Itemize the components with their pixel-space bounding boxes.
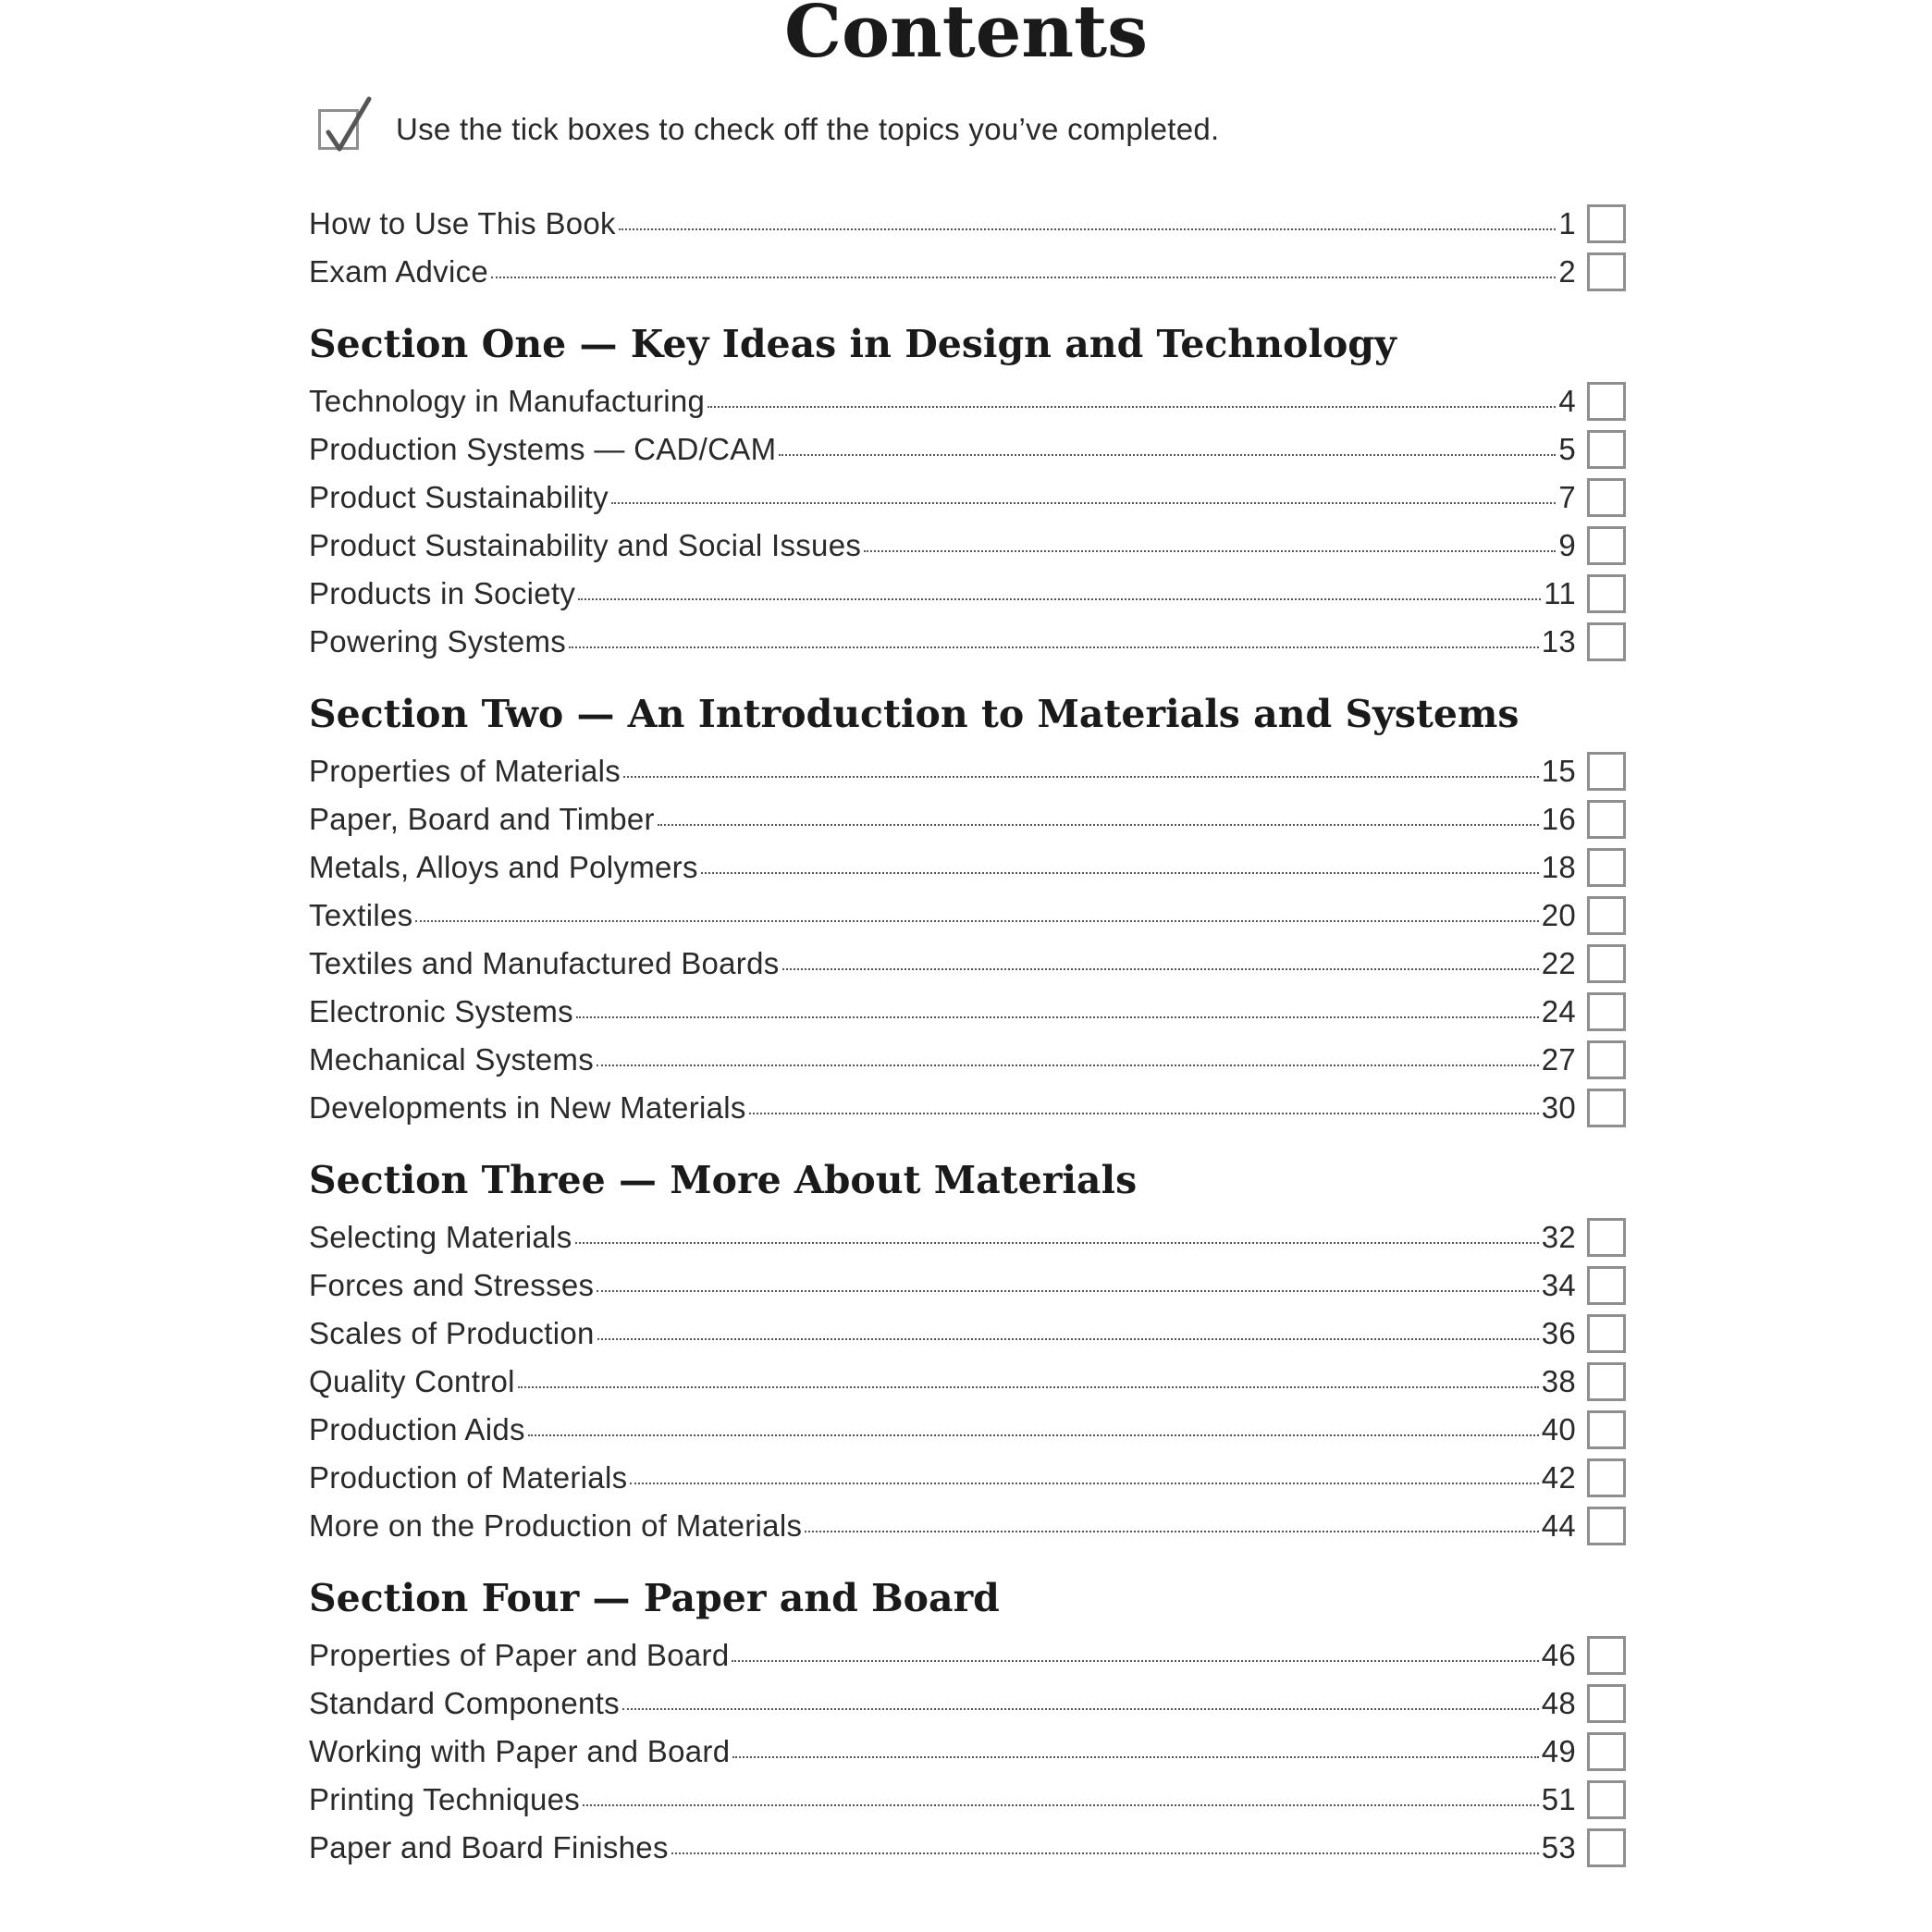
toc-entry-title: Production Systems — CAD/CAM <box>309 432 777 466</box>
toc-entry <box>309 988 1626 1036</box>
toc-entry <box>309 1213 1626 1261</box>
toc-entry <box>309 1036 1626 1084</box>
topic-checkbox[interactable] <box>1587 992 1626 1031</box>
topic-checkbox[interactable] <box>1587 430 1626 469</box>
toc-entry <box>309 892 1626 940</box>
toc-entry <box>309 570 1626 618</box>
toc-entry-title: Properties of Materials <box>309 754 621 788</box>
toc-entry <box>309 940 1626 988</box>
topic-checkbox[interactable] <box>1587 1410 1626 1449</box>
toc-entry-page: 51 <box>1541 1782 1576 1816</box>
toc-entry-title: More on the Production of Materials <box>309 1508 803 1543</box>
topic-checkbox[interactable] <box>1587 1636 1626 1675</box>
dot-leader <box>575 1242 1539 1244</box>
section-heading: Section Four — Paper and Board <box>309 1576 1000 1620</box>
dot-leader <box>782 968 1539 970</box>
toc-entry-page: 22 <box>1541 946 1576 980</box>
toc-entry-title: How to Use This Book <box>309 206 616 240</box>
dot-leader <box>779 454 1556 456</box>
dot-leader <box>749 1113 1539 1114</box>
table-of-contents <box>309 200 1626 1872</box>
dot-leader <box>671 1852 1539 1854</box>
topic-checkbox[interactable] <box>1587 574 1626 613</box>
toc-entry-title: Mechanical Systems <box>309 1042 595 1077</box>
toc-entry-title: Paper and Board Finishes <box>309 1830 669 1864</box>
topic-checkbox[interactable] <box>1587 622 1626 661</box>
topic-checkbox[interactable] <box>1587 1314 1626 1353</box>
dot-leader <box>597 1338 1539 1340</box>
toc-entry-page: 36 <box>1541 1316 1576 1350</box>
toc-entry-page: 40 <box>1541 1412 1576 1446</box>
toc-entry-page: 24 <box>1541 994 1576 1028</box>
toc-entry <box>309 795 1626 843</box>
topic-checkbox[interactable] <box>1587 944 1626 983</box>
toc-entry-page: 44 <box>1541 1508 1576 1543</box>
toc-entry <box>309 425 1626 474</box>
toc-entry <box>309 248 1626 296</box>
topic-checkbox[interactable] <box>1587 800 1626 839</box>
toc-entry-title: Powering Systems <box>309 624 567 658</box>
toc-entry-page: 16 <box>1541 802 1576 836</box>
topic-checkbox[interactable] <box>1587 1732 1626 1771</box>
toc-entry-title: Standard Components <box>309 1686 620 1720</box>
intro-text: Use the tick boxes to check off the topics you’ve completed. <box>396 112 1220 146</box>
dot-leader <box>597 1064 1539 1066</box>
toc-entry-page: 49 <box>1541 1734 1576 1768</box>
toc-entry <box>309 843 1626 892</box>
checkmark-icon <box>318 109 359 150</box>
topic-checkbox[interactable] <box>1587 1684 1626 1723</box>
topic-checkbox[interactable] <box>1587 1089 1626 1127</box>
topic-checkbox[interactable] <box>1587 1218 1626 1257</box>
topic-checkbox[interactable] <box>1587 252 1626 291</box>
toc-entry <box>309 1084 1626 1132</box>
toc-entry <box>309 1406 1626 1454</box>
toc-entry-title: Selecting Materials <box>309 1220 572 1254</box>
toc-entry <box>309 1454 1626 1502</box>
toc-entry-title: Products in Society <box>309 576 576 610</box>
toc-entry-page: 42 <box>1541 1460 1576 1495</box>
toc-entry-page: 32 <box>1541 1220 1576 1254</box>
toc-entry-page: 13 <box>1541 624 1576 658</box>
section-heading: Section Two — An Introduction to Materials and Systems <box>309 692 1520 736</box>
toc-entry <box>309 1728 1626 1776</box>
toc-entry <box>309 1680 1626 1728</box>
toc-entry-title: Properties of Paper and Board <box>309 1638 730 1672</box>
dot-leader <box>415 920 1538 922</box>
dot-leader <box>630 1483 1538 1484</box>
toc-entry <box>309 1261 1626 1310</box>
toc-entry <box>309 522 1626 570</box>
dot-leader <box>569 646 1539 648</box>
page-title: Contents <box>783 0 1149 74</box>
toc-entry-title: Printing Techniques <box>309 1782 581 1816</box>
dot-leader <box>518 1386 1539 1388</box>
toc-entry-title: Paper, Board and Timber <box>309 802 655 836</box>
topic-checkbox[interactable] <box>1587 1507 1626 1545</box>
toc-entry-title: Scales of Production <box>309 1316 595 1350</box>
toc-entry-page: 18 <box>1541 850 1576 884</box>
toc-entry-title: Textiles and Manufactured Boards <box>309 946 780 980</box>
dot-leader <box>491 277 1556 278</box>
topic-checkbox[interactable] <box>1587 1266 1626 1305</box>
toc-entry-title: Production of Materials <box>309 1460 628 1495</box>
dot-leader <box>578 598 1541 600</box>
intro-instruction <box>318 105 1220 154</box>
toc-entry-page: 5 <box>1558 432 1576 466</box>
topic-checkbox[interactable] <box>1587 1828 1626 1867</box>
toc-entry-title: Product Sustainability <box>309 480 609 514</box>
dot-leader <box>619 228 1556 230</box>
topic-checkbox[interactable] <box>1587 752 1626 791</box>
topic-checkbox[interactable] <box>1587 204 1626 243</box>
toc-entry-page: 30 <box>1541 1090 1576 1125</box>
dot-leader <box>623 776 1539 778</box>
toc-entry <box>309 1776 1626 1824</box>
toc-entry <box>309 1310 1626 1358</box>
toc-entry-page: 20 <box>1541 898 1576 932</box>
dot-leader <box>658 824 1539 826</box>
toc-entry <box>309 1502 1626 1550</box>
dot-leader <box>611 502 1556 504</box>
section-heading: Section One — Key Ideas in Design and Technology <box>309 322 1397 366</box>
topic-checkbox[interactable] <box>1587 1040 1626 1079</box>
dot-leader <box>597 1290 1538 1292</box>
toc-entry <box>309 1358 1626 1406</box>
toc-entry-page: 11 <box>1544 576 1576 610</box>
toc-entry-page: 34 <box>1541 1268 1576 1302</box>
toc-entry-title: Electronic Systems <box>309 994 573 1028</box>
toc-entry-title: Forces and Stresses <box>309 1268 595 1302</box>
topic-checkbox[interactable] <box>1587 896 1626 935</box>
toc-entry-page: 7 <box>1558 480 1576 514</box>
toc-entry <box>309 1631 1626 1680</box>
toc-entry-title: Textiles <box>309 898 413 932</box>
topic-checkbox[interactable] <box>1587 1458 1626 1497</box>
dot-leader <box>583 1804 1539 1806</box>
toc-entry-page: 2 <box>1558 254 1576 289</box>
toc-entry <box>309 474 1626 522</box>
topic-checkbox[interactable] <box>1587 526 1626 565</box>
dot-leader <box>576 1016 1539 1018</box>
toc-entry-title: Developments in New Materials <box>309 1090 746 1125</box>
dot-leader <box>622 1708 1539 1710</box>
toc-entry-title: Quality Control <box>309 1364 515 1398</box>
toc-entry-page: 53 <box>1541 1830 1576 1864</box>
toc-entry-title: Production Aids <box>309 1412 525 1446</box>
dot-leader <box>732 1756 1538 1758</box>
dot-leader <box>528 1434 1539 1436</box>
toc-entry-page: 46 <box>1541 1638 1576 1672</box>
toc-entry-title: Metals, Alloys and Polymers <box>309 850 698 884</box>
topic-checkbox[interactable] <box>1587 1362 1626 1401</box>
topic-checkbox[interactable] <box>1587 1780 1626 1819</box>
topic-checkbox[interactable] <box>1587 478 1626 517</box>
toc-entry-page: 27 <box>1541 1042 1576 1077</box>
toc-entry-page: 48 <box>1541 1686 1576 1720</box>
toc-entry-title: Exam Advice <box>309 254 489 289</box>
toc-entry-page: 9 <box>1558 528 1576 562</box>
section-heading: Section Three — More About Materials <box>309 1158 1138 1202</box>
toc-entry <box>309 377 1626 425</box>
toc-entry-page: 1 <box>1558 206 1576 240</box>
topic-checkbox[interactable] <box>1587 848 1626 887</box>
toc-entry-title: Technology in Manufacturing <box>309 384 706 418</box>
toc-entry-page: 38 <box>1541 1364 1576 1398</box>
toc-entry <box>309 747 1626 795</box>
toc-entry <box>309 618 1626 666</box>
dot-leader <box>708 406 1556 408</box>
toc-entry <box>309 1824 1626 1872</box>
toc-entry <box>309 200 1626 248</box>
topic-checkbox[interactable] <box>1587 382 1626 421</box>
toc-entry-title: Working with Paper and Board <box>309 1734 731 1768</box>
toc-entry-title: Product Sustainability and Social Issues <box>309 528 862 562</box>
dot-leader <box>701 872 1539 874</box>
toc-entry-page: 15 <box>1541 754 1576 788</box>
dot-leader <box>805 1531 1538 1532</box>
dot-leader <box>864 550 1556 552</box>
dot-leader <box>732 1660 1538 1662</box>
toc-entry-page: 4 <box>1558 384 1576 418</box>
